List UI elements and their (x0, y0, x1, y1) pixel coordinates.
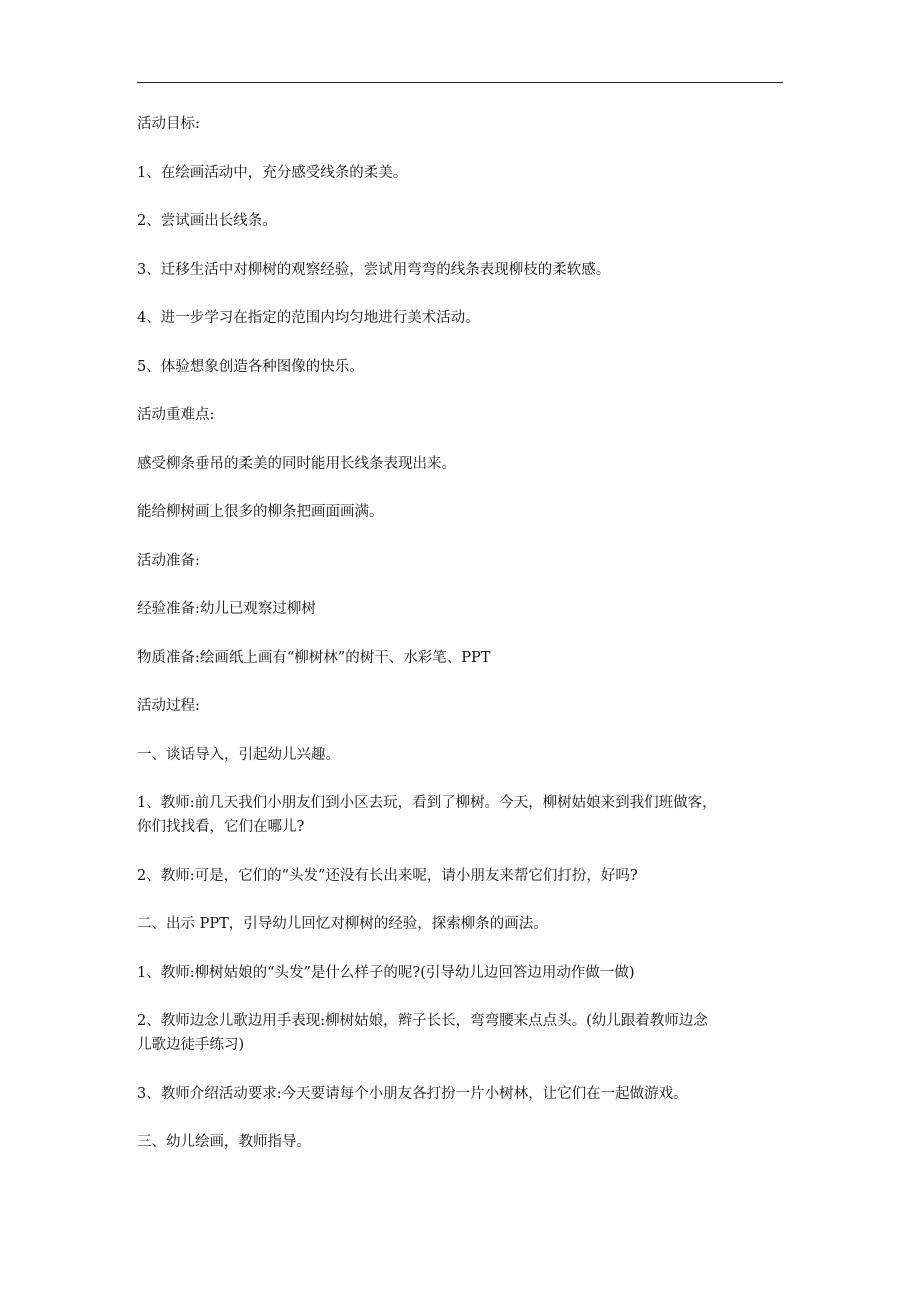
goal-item-5: 5、体验想象创造各种图像的快乐。 (137, 358, 364, 375)
process-step-2-2 (137, 1009, 797, 1057)
process-step-2-1: 1、教师:柳树姑娘的“头发”是什么样子的呢?(引导幼儿边回答边用动作做一做) (137, 964, 635, 981)
process-step-2-2-line-2: 儿歌边徒手练习) (137, 1037, 245, 1053)
section-heading-process: 活动过程: (137, 698, 200, 714)
goal-item-3: 3、迁移生活中对柳树的观察经验，尝试用弯弯的线条表现柳枝的柔软感。 (137, 261, 611, 278)
section-heading-preparation: 活动准备: (137, 552, 200, 569)
section-heading-key-points: 活动重难点: (137, 407, 215, 423)
process-step-2-heading: 二、出示 PPT，引导幼儿回忆对柳树的经验，探索柳条的画法。 (137, 916, 548, 932)
process-step-3-heading: 三、幼儿绘画，教师指导。 (137, 1134, 311, 1150)
key-point-1: 感受柳条垂吊的柔美的同时能用长线条表现出来。 (137, 455, 456, 472)
header-rule (137, 82, 783, 83)
process-step-1-2: 2、教师:可是，它们的“头发”还没有长出来呢，请小朋友来帮它们打扮，好吗? (137, 867, 638, 884)
preparation-materials: 物质准备:绘画纸上画有“柳树林”的树干、水彩笔、PPT (137, 649, 491, 666)
process-step-2-2-line-1: 2、教师边念儿歌边用手表现:柳树姑娘，辫子长长，弯弯腰来点点头。(幼儿跟着教师边念 (137, 1013, 708, 1029)
section-heading-goals: 活动目标: (137, 116, 200, 132)
goal-item-2: 2、尝试画出长线条。 (137, 213, 277, 229)
document-body (137, 112, 797, 1179)
goal-item-4: 4、进一步学习在指定的范围内均匀地进行美术活动。 (137, 310, 480, 326)
process-step-1-1-line-1: 1、教师:前几天我们小朋友们到小区去玩，看到了柳树。今天，柳树姑娘来到我们班做客， (137, 795, 717, 811)
key-point-2: 能给柳树画上很多的柳条把画面画满。 (137, 504, 384, 520)
preparation-experience: 经验准备:幼儿已观察过柳树 (137, 601, 316, 617)
goal-item-1: 1、在绘画活动中，充分感受线条的柔美。 (137, 164, 408, 181)
process-step-1-heading: 一、谈话导入，引起幼儿兴趣。 (137, 746, 340, 763)
process-step-1-1 (137, 791, 797, 839)
process-step-2-3: 3、教师介绍活动要求:今天要请每个小朋友各打扮一片小树林，让它们在一起做游戏。 (137, 1085, 688, 1102)
process-step-1-1-line-2: 你们找找看，它们在哪儿? (137, 819, 305, 835)
